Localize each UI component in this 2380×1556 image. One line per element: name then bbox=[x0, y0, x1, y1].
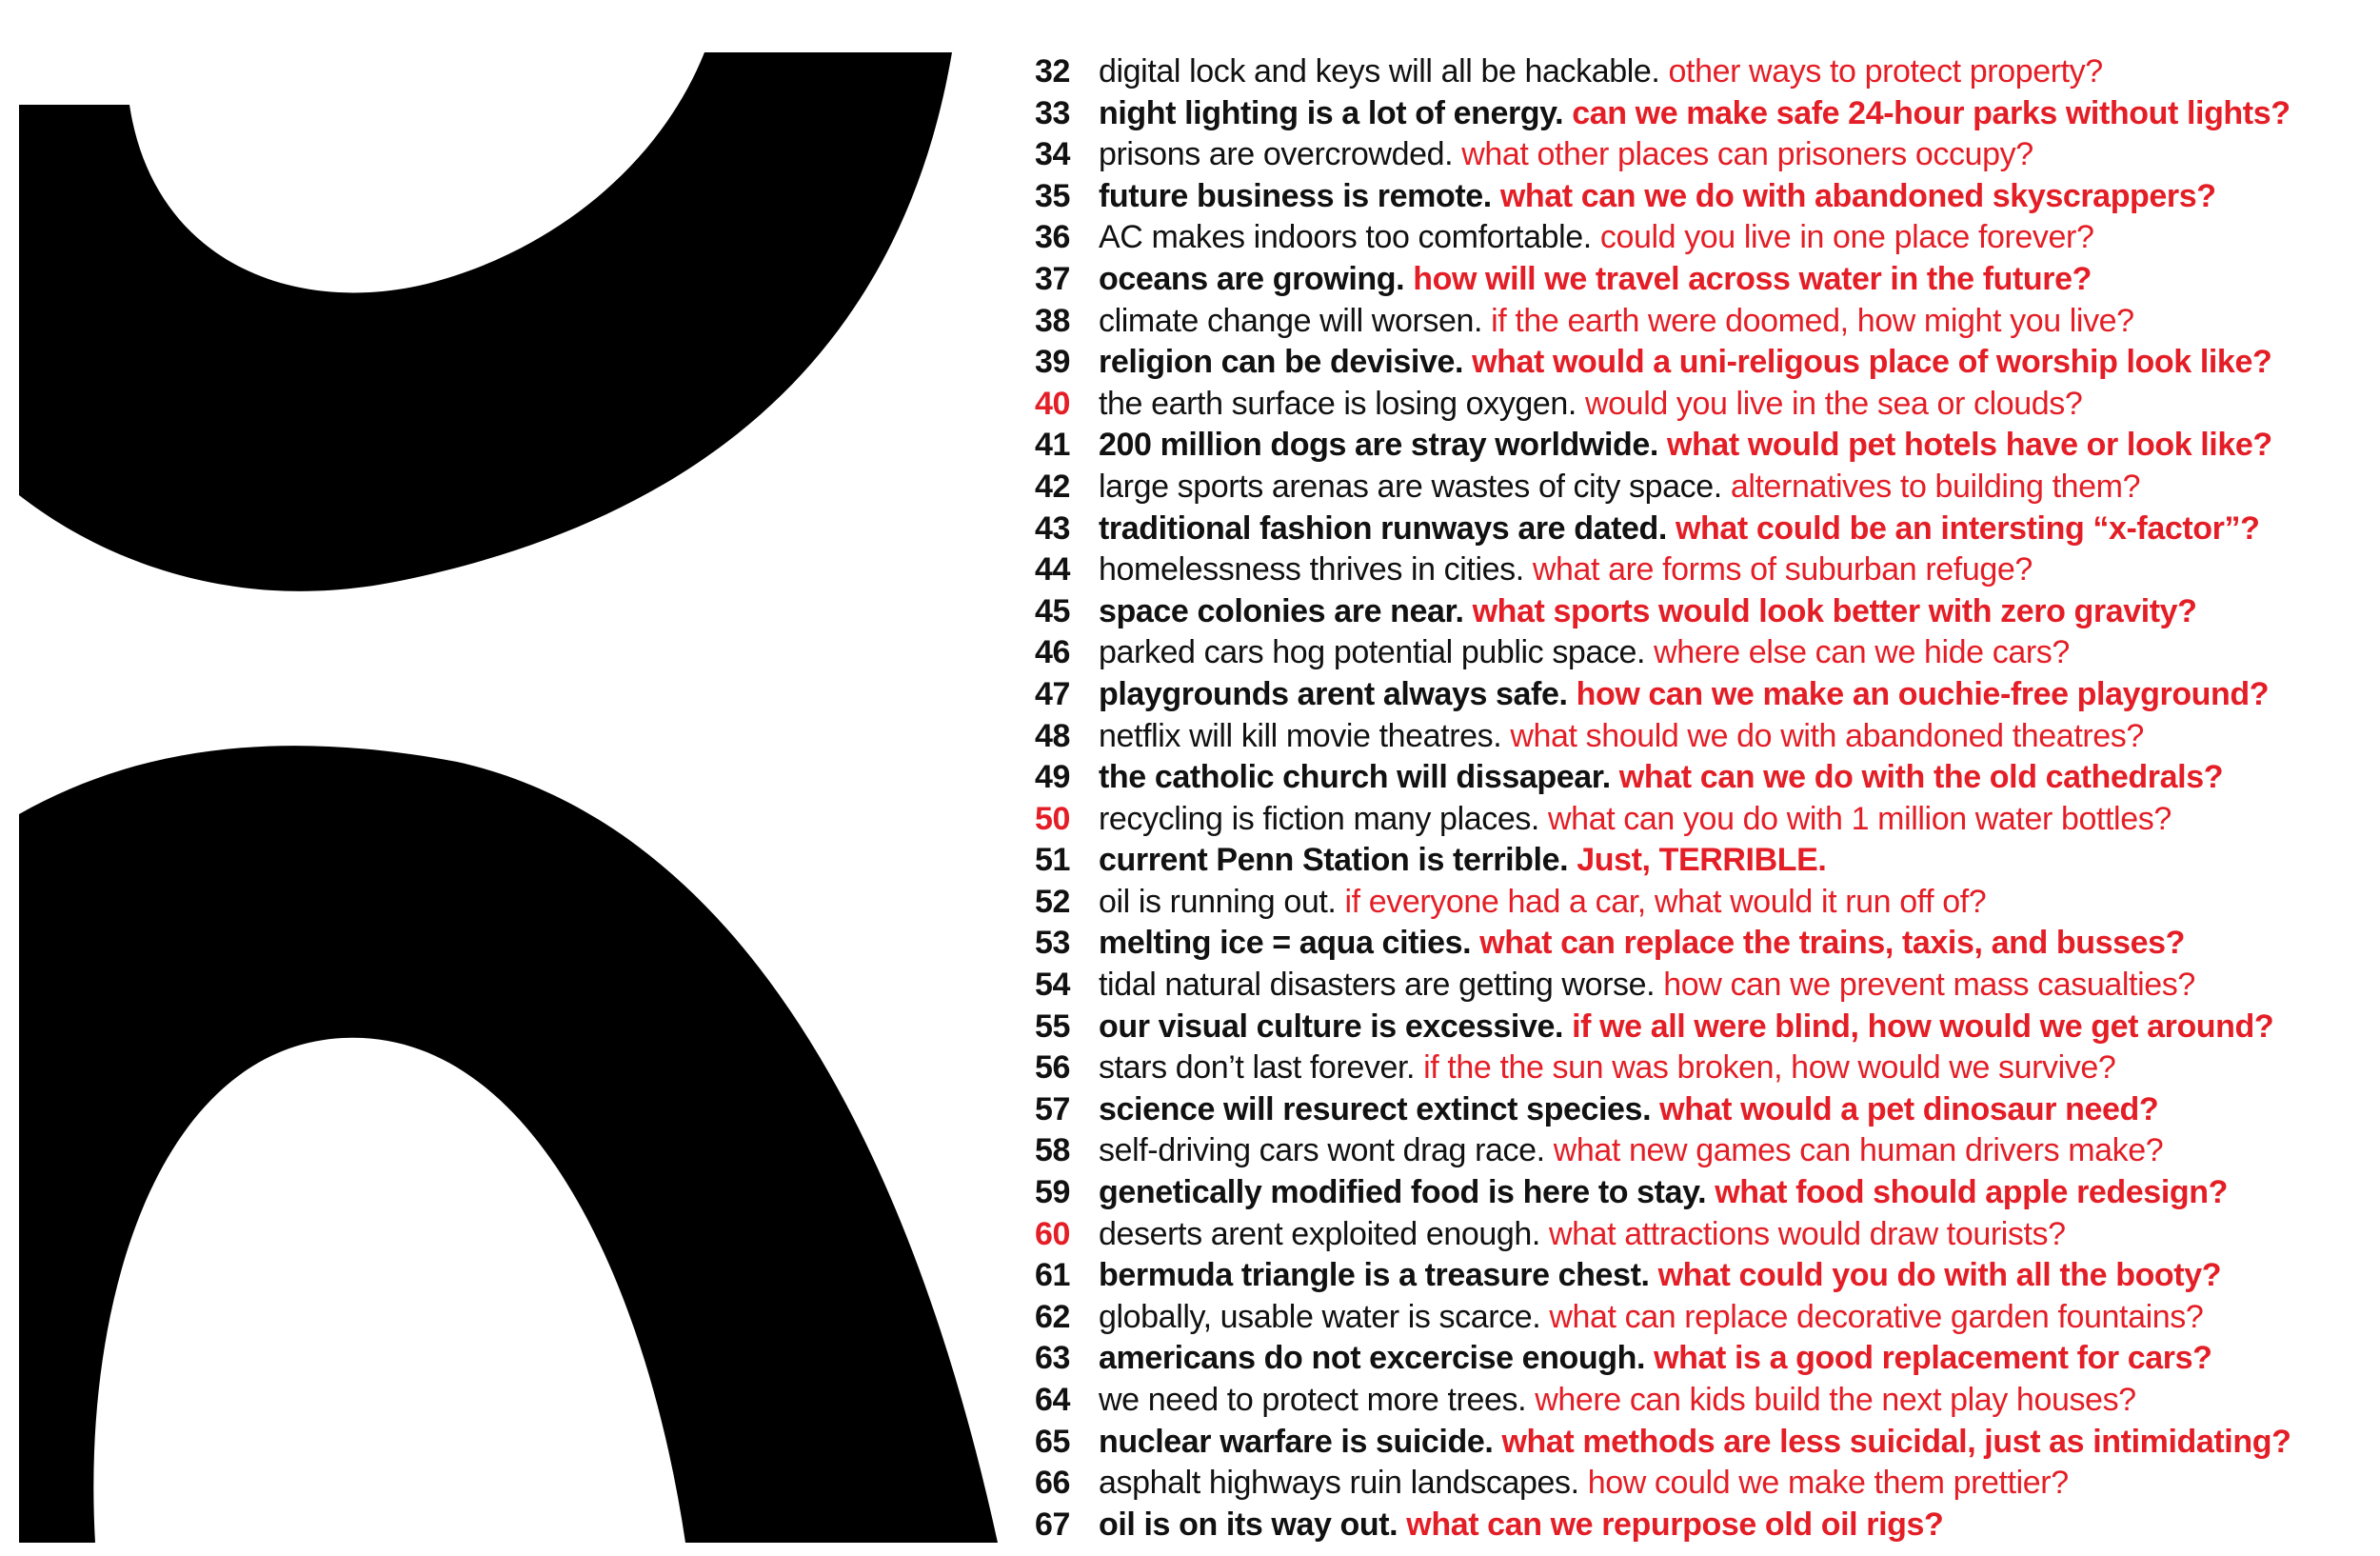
item-question: what can replace the trains, taxis, and busses? bbox=[1479, 925, 2186, 962]
list-item bbox=[1009, 591, 2361, 633]
list-item bbox=[1009, 1007, 2361, 1048]
item-statement: netflix will kill movie theatres. bbox=[1099, 717, 1502, 754]
item-question: what can you do with 1 million water bottles? bbox=[1548, 800, 2172, 837]
item-number: 37 bbox=[1034, 260, 1070, 297]
list-item bbox=[1009, 384, 2361, 426]
item-statement: the catholic church will dissapear. bbox=[1099, 759, 1611, 796]
item-statement: science will resurect extinct species. bbox=[1099, 1090, 1652, 1127]
item-question: if we all were blind, how would we get around? bbox=[1572, 1007, 2274, 1045]
item-question: Just, TERRIBLE. bbox=[1577, 842, 1827, 879]
item-statement: playgrounds arent always safe. bbox=[1099, 675, 1568, 712]
item-question: what other places can prisoners occupy? bbox=[1461, 136, 2033, 173]
list-item bbox=[1009, 1172, 2361, 1214]
item-number: 46 bbox=[1034, 634, 1070, 671]
list-item bbox=[1009, 509, 2361, 550]
item-number: 45 bbox=[1034, 592, 1070, 629]
item-question: what would a pet dinosaur need? bbox=[1659, 1090, 2159, 1127]
item-question: what would a uni-religous place of worship look like? bbox=[1472, 344, 2272, 381]
question-mark-graphic bbox=[0, 0, 1009, 1556]
item-question: would you live in the sea or clouds? bbox=[1585, 385, 2083, 422]
item-statement: traditional fashion runways are dated. bbox=[1099, 509, 1667, 547]
item-question: what can replace decorative garden fountains? bbox=[1549, 1298, 2204, 1335]
item-statement: the earth surface is losing oxygen. bbox=[1099, 385, 1586, 422]
item-number: 36 bbox=[1034, 219, 1070, 256]
item-statement: nuclear warfare is suicide. bbox=[1099, 1423, 1494, 1460]
item-number: 65 bbox=[1034, 1423, 1070, 1460]
item-question: what is a good replacement for cars? bbox=[1654, 1340, 2212, 1377]
item-statement: large sports arenas are wastes of city space. bbox=[1099, 468, 1722, 505]
item-statement: climate change will worsen. bbox=[1099, 302, 1483, 339]
item-question: alternatives to building them? bbox=[1730, 468, 2141, 505]
item-number: 35 bbox=[1034, 177, 1070, 214]
question-mark-hook-shape bbox=[19, 52, 952, 591]
item-number: 59 bbox=[1034, 1174, 1070, 1211]
item-statement: tidal natural disasters are getting worse. bbox=[1099, 967, 1656, 1004]
item-number: 58 bbox=[1034, 1132, 1070, 1169]
item-question: what new games can human drivers make? bbox=[1553, 1132, 2164, 1169]
list-item bbox=[1009, 1130, 2361, 1172]
item-statement: deserts arent exploited enough. bbox=[1099, 1215, 1540, 1252]
list-item bbox=[1009, 467, 2361, 509]
list-item bbox=[1009, 176, 2361, 218]
list-item bbox=[1009, 965, 2361, 1007]
list-item bbox=[1009, 259, 2361, 301]
item-question: what food should apple redesign? bbox=[1715, 1174, 2228, 1211]
list-item bbox=[1009, 923, 2361, 965]
list-item bbox=[1009, 882, 2361, 924]
item-number: 62 bbox=[1034, 1298, 1070, 1335]
item-question: if everyone had a car, what would it run off of? bbox=[1344, 883, 1987, 920]
item-statement: night lighting is a lot of energy. bbox=[1099, 94, 1564, 131]
item-question: what attractions would draw tourists? bbox=[1548, 1215, 2066, 1252]
item-statement: future business is remote. bbox=[1099, 177, 1492, 214]
list-item bbox=[1009, 716, 2361, 758]
item-question: how can we prevent mass casualties? bbox=[1663, 967, 2195, 1004]
item-number: 43 bbox=[1034, 509, 1070, 547]
item-number: 39 bbox=[1034, 344, 1070, 381]
item-question: what could you do with all the booty? bbox=[1657, 1257, 2222, 1294]
list-item bbox=[1009, 1255, 2361, 1297]
list-item bbox=[1009, 93, 2361, 135]
item-question: could you live in one place forever? bbox=[1599, 219, 2094, 256]
list-item bbox=[1009, 632, 2361, 674]
item-number: 34 bbox=[1034, 136, 1070, 173]
item-number: 50 bbox=[1034, 800, 1070, 837]
item-statement: we need to protect more trees. bbox=[1099, 1382, 1527, 1418]
item-question: other ways to protect property? bbox=[1668, 53, 2103, 90]
item-statement: genetically modified food is here to stay. bbox=[1099, 1174, 1707, 1211]
item-number: 66 bbox=[1034, 1465, 1070, 1502]
list-item bbox=[1009, 1214, 2361, 1256]
item-question: how will we travel across water in the future? bbox=[1413, 260, 2092, 297]
item-number: 55 bbox=[1034, 1007, 1070, 1045]
list-item bbox=[1009, 799, 2361, 841]
item-statement: parked cars hog potential public space. bbox=[1099, 634, 1646, 671]
item-question: how could we make them prettier? bbox=[1587, 1465, 2069, 1502]
item-question: what methods are less suicidal, just as intimidating? bbox=[1501, 1423, 2291, 1460]
item-number: 48 bbox=[1034, 717, 1070, 754]
statement-question-list bbox=[1009, 51, 2361, 1546]
item-number: 41 bbox=[1034, 427, 1070, 464]
item-question: how can we make an ouchie-free playground? bbox=[1576, 675, 2270, 712]
item-statement: space colonies are near. bbox=[1099, 592, 1464, 629]
list-item bbox=[1009, 1505, 2361, 1546]
item-number: 60 bbox=[1034, 1215, 1070, 1252]
item-number: 49 bbox=[1034, 759, 1070, 796]
list-item bbox=[1009, 757, 2361, 799]
item-statement: oceans are growing. bbox=[1099, 260, 1405, 297]
item-question: where else can we hide cars? bbox=[1654, 634, 2070, 671]
list-item bbox=[1009, 840, 2361, 882]
item-number: 53 bbox=[1034, 925, 1070, 962]
item-statement: melting ice = aqua cities. bbox=[1099, 925, 1472, 962]
item-question: what would pet hotels have or look like? bbox=[1666, 427, 2272, 464]
item-question: what can we do with abandoned skyscrappers? bbox=[1499, 177, 2216, 214]
list-item bbox=[1009, 134, 2361, 176]
item-question: what are forms of suburban refuge? bbox=[1532, 551, 2033, 588]
item-question: if the earth were doomed, how might you live? bbox=[1491, 302, 2134, 339]
question-mark-bowl-shape bbox=[19, 746, 998, 1543]
item-question: what sports would look better with zero gravity? bbox=[1472, 592, 2197, 629]
item-number: 47 bbox=[1034, 675, 1070, 712]
list-item bbox=[1009, 425, 2361, 467]
item-number: 40 bbox=[1034, 385, 1070, 422]
item-number: 33 bbox=[1034, 94, 1070, 131]
item-number: 63 bbox=[1034, 1340, 1070, 1377]
item-statement: homelessness thrives in cities. bbox=[1099, 551, 1524, 588]
item-statement: oil is on its way out. bbox=[1099, 1506, 1398, 1543]
list-item bbox=[1009, 342, 2361, 384]
item-statement: stars don’t last forever. bbox=[1099, 1049, 1416, 1087]
item-statement: americans do not excercise enough. bbox=[1099, 1340, 1646, 1377]
list-item bbox=[1009, 301, 2361, 343]
list-item bbox=[1009, 1047, 2361, 1089]
item-question: what should we do with abandoned theatres? bbox=[1510, 717, 2144, 754]
item-statement: religion can be devisive. bbox=[1099, 344, 1464, 381]
item-number: 61 bbox=[1034, 1257, 1070, 1294]
item-number: 42 bbox=[1034, 468, 1070, 505]
item-question: what can we repurpose old oil rigs? bbox=[1406, 1506, 1944, 1543]
item-statement: AC makes indoors too comfortable. bbox=[1099, 219, 1592, 256]
item-number: 38 bbox=[1034, 302, 1070, 339]
item-number: 67 bbox=[1034, 1506, 1070, 1543]
item-number: 56 bbox=[1034, 1049, 1070, 1087]
item-statement: recycling is fiction many places. bbox=[1099, 800, 1539, 837]
item-statement: digital lock and keys will all be hackable. bbox=[1099, 53, 1660, 90]
item-statement: asphalt highways ruin landscapes. bbox=[1099, 1465, 1579, 1502]
item-number: 44 bbox=[1034, 551, 1070, 588]
list-item bbox=[1009, 1422, 2361, 1464]
item-statement: our visual culture is excessive. bbox=[1099, 1007, 1564, 1045]
item-statement: bermuda triangle is a treasure chest. bbox=[1099, 1257, 1650, 1294]
list-item bbox=[1009, 674, 2361, 716]
list-item bbox=[1009, 1380, 2361, 1422]
item-question: where can kids build the next play houses? bbox=[1535, 1382, 2136, 1418]
item-question: what could be an intersting “x-factor”? bbox=[1675, 509, 2260, 547]
list-item bbox=[1009, 51, 2361, 93]
list-item bbox=[1009, 1089, 2361, 1131]
item-number: 52 bbox=[1034, 883, 1070, 920]
item-statement: oil is running out. bbox=[1099, 883, 1337, 920]
item-number: 54 bbox=[1034, 967, 1070, 1004]
item-question: what can we do with the old cathedrals? bbox=[1618, 759, 2224, 796]
item-number: 64 bbox=[1034, 1382, 1070, 1418]
item-number: 57 bbox=[1034, 1090, 1070, 1127]
item-question: if the the sun was broken, how would we survive? bbox=[1423, 1049, 2116, 1087]
item-number: 51 bbox=[1034, 842, 1070, 879]
item-question: can we make safe 24-hour parks without lights? bbox=[1572, 94, 2291, 131]
list-item bbox=[1009, 1463, 2361, 1505]
item-statement: 200 million dogs are stray worldwide. bbox=[1099, 427, 1658, 464]
item-number: 32 bbox=[1034, 53, 1070, 90]
list-item bbox=[1009, 217, 2361, 259]
item-statement: prisons are overcrowded. bbox=[1099, 136, 1454, 173]
item-statement: self-driving cars wont drag race. bbox=[1099, 1132, 1545, 1169]
list-item bbox=[1009, 1297, 2361, 1339]
item-statement: globally, usable water is scarce. bbox=[1099, 1298, 1541, 1335]
item-statement: current Penn Station is terrible. bbox=[1099, 842, 1577, 879]
list-item bbox=[1009, 549, 2361, 591]
list-item bbox=[1009, 1338, 2361, 1380]
